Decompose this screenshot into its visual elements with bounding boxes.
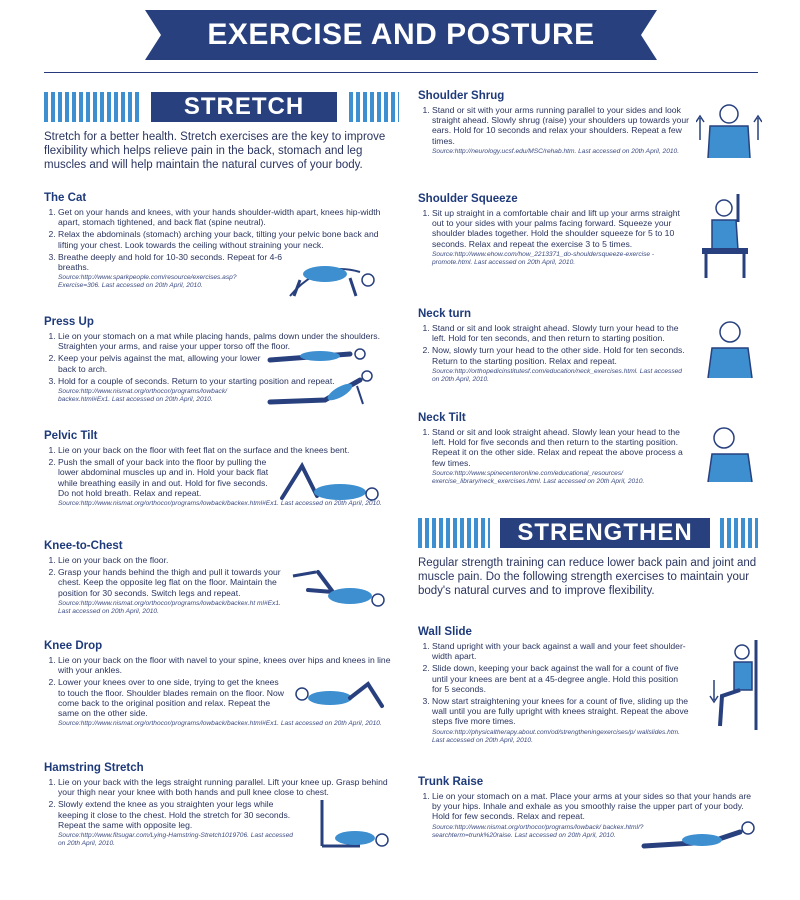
- source-citation: Source:http://www.spinecenteronline.com/educational_resources/ exercise_library/neck_exercises.html. Last accessed on 20th April, 2010.: [432, 469, 645, 485]
- exercise-steps: [418, 641, 690, 727]
- exercise-neck-tilt: [418, 412, 690, 486]
- exercise-title: Shoulder Shrug: [418, 90, 505, 102]
- step: 2. Lower your knees over to one side, trying to get the knees to touch the floor. Shoulder blades remain on the floor. Now come back to the original position and relax. Repeat the same on the other side.: [58, 677, 288, 718]
- step: 1. Lie on your back on the floor.: [58, 555, 396, 565]
- source-citation: Source:http://www.sparkpeople.com/resource/exercises.asp? Exercise=306. Last accessed on 20th April, 2010.: [58, 274, 237, 290]
- pelvic-tilt-illustration: [272, 458, 384, 506]
- source-citation: Source:http://physicaltherapy.about.com/od/strengtheningexercises/p/ wallslides.htm. Last accessed on 20th April, 2010.: [432, 728, 681, 744]
- step: 1. Lie on your back on the floor with navel to your spine, knees over hips and knees in line with your ankles.: [58, 655, 396, 675]
- stretch-intro: Stretch for a better health. Stretch exercises are the key to improve flexibility which helps relieve pain in the back, stomach and leg muscles and will help maintain the natural curves of your body.: [44, 131, 386, 171]
- exercise-title: Trunk Raise: [418, 776, 484, 788]
- source-citation: Source:http://www.fitsugar.com/Lying-Hamstring-Stretch1019706. Last accessed on 20th April, 2010.: [58, 832, 293, 848]
- step: 2. Slide down, keeping your back against the wall for a count of five until your knees are bent at a 45-degree angle. Hold this position for 5 seconds.: [432, 663, 690, 694]
- shoulder-squeeze-illustration: [696, 192, 756, 280]
- step: 3. Hold for a couple of seconds. Return to your starting position and repeat.: [58, 376, 396, 386]
- source-citation: Source:http://www.nismat.org/orthocor/programs/lowback/backex.ht ml#Ex1. Last accessed on 20th April, 2010.: [58, 599, 281, 615]
- step: 3. Now start straightening your knees for a count of five, sliding up the wall until you are fully upright with knees straight. Repeat the above steps five more times.: [432, 696, 690, 727]
- exercise-title: Neck Tilt: [418, 412, 466, 424]
- step: 1. Lie on your back with the legs straight running parallel. Lift your knee up. Grasp behind your thigh near your knee with both hands and pull knee close to chest.: [58, 777, 396, 797]
- exercise-title: Neck turn: [418, 308, 472, 320]
- step: 1. Stand or sit with your arms running parallel to your sides and look straight ahead. Slowly shrug (raise) your shoulders up towards your ears. Hold for 10 seconds and relax your shoulders. Repeat a few times.: [432, 105, 690, 146]
- exercise-steps: [418, 427, 690, 468]
- strengthen-intro: Regular strength training can reduce lower back pain and joint and muscle pain. Do the following strength exercises to maintain your body's natural curves and to improve flexibility.: [418, 557, 757, 597]
- step: 1. Stand upright with your back against a wall and your feet shoulder-width apart.: [432, 641, 690, 661]
- exercise-title: The Cat: [44, 192, 87, 204]
- neck-tilt-illustration: [700, 424, 760, 484]
- stretch-title: STRETCH: [151, 92, 337, 122]
- exercise-steps: [418, 208, 690, 249]
- source-citation: Source:http://orthopedicinstitutesf.com/education/neck_exercises.html. Last accessed on 20th April, 2010.: [432, 367, 682, 383]
- step: 1. Stand or sit and look straight ahead. Slowly lean your head to the left. Hold for five seconds and then return to the starting position. Repeat it on the other side. Relax and repeat the above process a few times.: [432, 427, 690, 468]
- step: 2. Push the small of your back into the floor by pulling the lower abdominal muscles up and in. Hold your back flat while breathing easily in and out. Hold for five seconds. Do not hold breath. Relax and repeat.: [58, 457, 273, 498]
- step: 3. Breathe deeply and hold for 10-30 seconds. Repeat for 4-6 breaths.: [58, 252, 288, 272]
- source-citation: Source:http://www.nismat.org/orthocor/programs/lowback/backex.html#Ex1. Last accessed on 20th April, 2010.: [58, 500, 382, 508]
- step: 1. Lie on your stomach on a mat while placing hands, palms down under the shoulders. Straighten your arms, and raise your upper torso off the floor.: [58, 331, 396, 351]
- step: 2. Slowly extend the knee as you straighten your legs while keeping it close to the chest. Hold the stretch for 30 seconds. Repeat the same with opposite leg.: [58, 799, 298, 830]
- source-citation: Source:http://www.nismat.org/orthocor/programs/lowback/ backex.html#Ex1. Last accessed on 20th April, 2010.: [58, 388, 227, 404]
- strengthen-section-bar: [418, 518, 758, 548]
- exercise-shoulder-squeeze: [418, 193, 690, 267]
- neck-turn-illustration: [700, 318, 760, 380]
- step: 1. Sit up straight in a comfortable chair and lift up your arms straight out to your sides with your palms facing forward. Squeeze your shoulder blades together. Hold the shoulder squeeze for 5 to 10 seconds. Relax and repeat the exercise 3 to 5 times.: [432, 208, 690, 249]
- shoulder-shrug-illustration: [696, 100, 762, 160]
- stretch-section-bar: [44, 92, 399, 122]
- knee-drop-illustration: [290, 676, 390, 716]
- exercise-steps: [418, 323, 690, 366]
- exercise-title: Pelvic Tilt: [44, 430, 98, 442]
- step: 1. Lie on your stomach on a mat. Place your arms at your sides so that your hands are by your hips. Inhale and exhale as you smoothly raise the upper part of your body. Hold for few seconds. Relax and repeat.: [432, 791, 758, 822]
- source-citation: Source:http://neurology.ucsf.edu/MSC/rehab.htm. Last accessed on 20th April, 2010.: [432, 147, 680, 155]
- step: 1. Lie on your back on the floor with feet flat on the surface and the knees bent.: [58, 445, 396, 455]
- wall-slide-illustration: [700, 640, 762, 730]
- header-banner: [145, 10, 657, 60]
- page-title: EXERCISE AND POSTURE: [207, 18, 595, 51]
- source-citation: Source:http://www.nismat.org/orthocor/programs/lowback/backex.html#Ex1. Last accessed on 20th April, 2010.: [58, 720, 382, 728]
- step: 1. Get on your hands and knees, with your hands shoulder-width apart, knees hip-width apart, stomach tightened, and back flat (spine neutral).: [58, 207, 396, 227]
- step: 2. Keep your pelvis against the mat, allowing your lower back to arch.: [58, 353, 273, 373]
- exercise-title: Wall Slide: [418, 626, 472, 638]
- exercise-neck-turn: [418, 308, 690, 384]
- step: 1. Stand or sit and look straight ahead. Slowly turn your head to the left. Hold for ten seconds, and then return to starting position.: [432, 323, 690, 343]
- exercise-title: Knee-to-Chest: [44, 540, 123, 552]
- step: 2. Now, slowly turn your head to the other side. Hold for ten seconds. Return to the starting position. Relax and repeat.: [432, 345, 690, 365]
- press-up-illustration: [265, 342, 385, 412]
- hamstring-stretch-illustration: [300, 796, 395, 852]
- exercise-title: Hamstring Stretch: [44, 762, 144, 774]
- trunk-raise-illustration: [640, 818, 758, 852]
- exercise-steps: [418, 105, 690, 146]
- step: 2. Grasp your hands behind the thigh and pull it towards your chest. Keep the opposite leg flat on the floor. Maintain the position for 30 seconds. Switch legs and repeat.: [58, 567, 298, 598]
- strengthen-title: STRENGTHEN: [500, 518, 710, 548]
- exercise-title: Knee Drop: [44, 640, 103, 652]
- header-divider: [44, 72, 758, 73]
- source-citation: Source:http://www.ehow.com/how_2213371_do-shouldersqueeze-exercise -promote.html. Last accessed on 20th April, 2010.: [432, 250, 655, 266]
- exercise-shoulder-shrug: [418, 90, 690, 156]
- exercise-title: Press Up: [44, 316, 94, 328]
- cat-pose-illustration: [280, 250, 390, 300]
- exercise-title: Shoulder Squeeze: [418, 193, 518, 205]
- knee-to-chest-illustration: [288, 562, 388, 610]
- source-citation: Source:http://www.nismat.org/orthocor/programs/lowback/ backex.html/?searchterm=trunk%20raise. Last accessed on 20th April, 2010.: [432, 823, 644, 839]
- step: 2. Relax the abdominals (stomach) arching your back, tilting your pelvic bone back and lifting your chest. Look towards the ceiling without straining your neck.: [58, 229, 396, 249]
- exercise-wall-slide: [418, 626, 690, 745]
